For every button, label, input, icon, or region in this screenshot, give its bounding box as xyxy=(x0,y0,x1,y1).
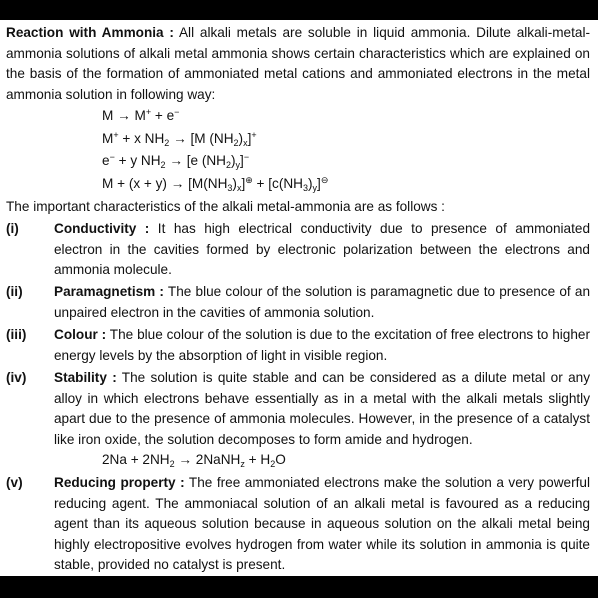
item-number: (iv) xyxy=(6,370,27,385)
item-body xyxy=(54,325,590,366)
intro-text: All alkali metals are soluble in liquid ammonia. Dilute alkali-metal-ammonia solutions of alkali metal ammonia shows certain characteristics which are explained on the basis of the formation of ammoniated metal cations and ammoniated electrons in the metal ammonia solution in following way: xyxy=(6,25,590,102)
item-body xyxy=(54,219,590,281)
equation-5: $2Na + 2NH_2$ → 2NaNH$_z$ + $H_2O$ xyxy=(102,452,286,469)
equation-4: $M + (x + y) \to [M(NH_3)_x]^\oplus + [c(NH_3)_y]^⊖$ xyxy=(102,175,329,193)
intro-paragraph xyxy=(6,23,590,105)
item-text: It has high electrical conductivity due to presence of ammoniated electron in the cavities formed by electronic polarization between the electrons and ammonia molecule. xyxy=(54,221,590,277)
item-text: The blue colour of the solution is paramagnetic due to presence of an unpaired electron in the cavities of ammonia solution. xyxy=(54,284,591,320)
item-text: The blue colour of the solution is due to the excitation of free electrons to higher energy levels by the absorption of light in visible region. xyxy=(54,327,591,363)
lead-in-text: The important characteristics of the alkali metal-ammonia are as follows : xyxy=(6,199,445,214)
item-number: (ii) xyxy=(6,284,23,299)
item-text: The free ammoniated electrons make the solution a very powerful reducing agent. The ammoniacal solution of an alkali metal is favoured as a reducing agent than its aqueous solution because in aqueous solution on the alkali metal being highly electropositive evolves hydrogen from water while its solution in ammonia is quite stable, provided no catalyst is present. xyxy=(54,475,590,572)
item-body xyxy=(54,473,590,576)
item-title: Reducing property : xyxy=(54,475,185,490)
item-body xyxy=(54,368,590,450)
item-text: The solution is quite stable and can be considered as a dilute metal or any alloy in which electrons behave essentially as in a metal with the alkali metals slightly apart due to the presence of ammonia molecules. However, in the presence of a catalyst like iron oxide, the solution decomposes to form amide and hydrogen. xyxy=(54,370,590,447)
equation-1: M → M+ + e− xyxy=(102,107,180,123)
item-body xyxy=(54,282,590,323)
item-number: (v) xyxy=(6,475,23,490)
intro-heading: Reaction with Ammonia : xyxy=(6,25,174,40)
item-number: (iii) xyxy=(6,327,27,342)
equation-3: e− + y $NH_2 \to [e$ $(NH_2)_y]^-$ xyxy=(102,152,250,170)
item-title: Paramagnetism : xyxy=(54,284,164,299)
item-title: Colour : xyxy=(54,327,107,342)
item-title: Conductivity : xyxy=(54,221,150,236)
item-title: Stability : xyxy=(54,370,117,385)
equation-2: M+ + x $NH_2 \to [M$ $(NH_2)_x]^+$ xyxy=(102,130,257,148)
item-number: (i) xyxy=(6,221,19,236)
document-page xyxy=(0,20,598,576)
